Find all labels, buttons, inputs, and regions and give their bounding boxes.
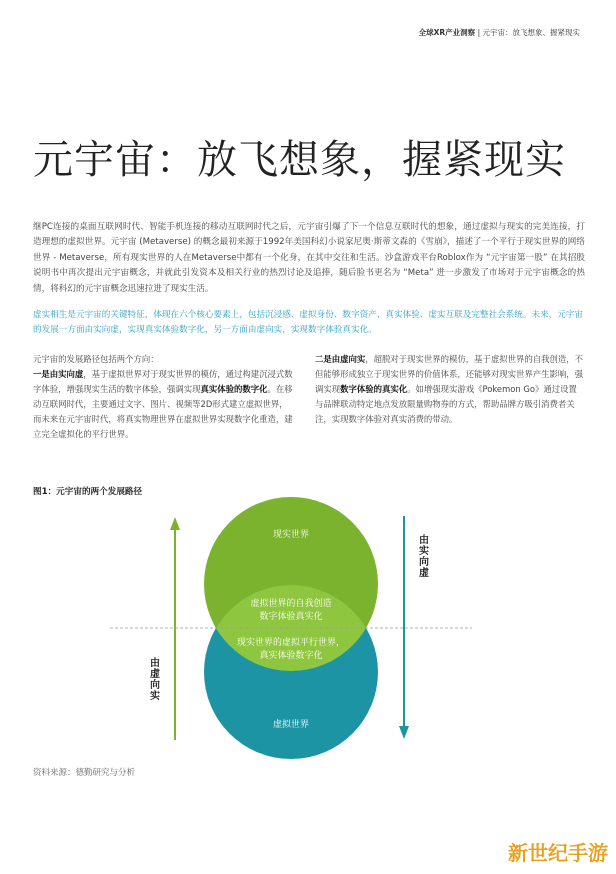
header-brand: 全球XR产业洞察 [418, 28, 476, 37]
overlap-lower-line-1: 现实世界的虚拟平行世界， [236, 638, 346, 648]
highlight-paragraph: 虚实相生是元宇宙的关键特征，体现在六个核心要素上，包括沉浸感、虚拟身份、数字资产、真实体验、虚实互联及完整社会系统。未来，元宇宙的发展一方面由实向虚，实现真实体验数字化，另一方面由虚向实，实现数字体验真实化。 [33, 310, 584, 336]
left-column-intro: 元宇宙的发展路径包括两个方向： [33, 354, 159, 364]
right-text-1: ，超脱对于现实世界的模仿，基于虚拟世界的自我创造，不但能够形成独立于现实世界的价值体系，还能够对现实世界产生影响，强调实现 [315, 354, 583, 394]
source-note: 资料来源：德勤研究与分析 [33, 768, 136, 778]
intro-paragraph: 继PC连接的桌面互联网时代、智能手机连接的移动互联网时代之后，元宇宙引爆了下一个信息互联时代的想象，通过虚拟与现实的完美连接，打造理想的虚拟世界。元宇宙 (Metaverse) 的概念最初来源于1992年美国科幻小说家尼奥·斯蒂文森的《雪崩》，描述了一个平行于现实世界的网络世界 - Metaverse，所有现实世界的人在Metaverse中都有一个化身，在其中交往和生活。沙盒游戏平台Roblox作为 “元宇宙第一股” 在其招股说明书中再次提出元宇宙概念，并就此引发资本及相关行业的热烈讨论及追捧，随后脸书更名为 “Meta” 进一步激发了市场对于元宇宙概念的热情，将科幻的元宇宙概念迅速拉进了现实生活。 [33, 222, 585, 294]
page-title: 元宇宙：放飞想象，握紧现实 [33, 137, 566, 183]
left-text-1: ，基于虚拟世界对于现实世界的模仿，通过构建沉浸式数字体验，增强现实生活的数字体验，强调实现 [33, 369, 293, 394]
left-arrow-label: 由虚向实 [150, 658, 160, 702]
left-text-2: 。在移动互联网时代，主要通过文字、图片、视频等2D形式建立虚拟世界，而未来在元宇宙时代，将真实物理世界在虚拟世界实现数字化重造，建立完全虚拟化的平行世界。 [33, 384, 293, 439]
overlap-lower-line-2: 真实体验数字化 [259, 651, 323, 661]
header-section: 元宇宙：放飞想象、握紧现实 [482, 28, 580, 37]
left-lead-bold: 一是由实向虚 [33, 369, 84, 379]
overlap-upper-line-1: 虚拟世界的自我创造 [250, 599, 332, 609]
right-bold-2: 数字体验的真实化 [340, 384, 408, 394]
top-circle-label: 现实世界 [272, 530, 310, 540]
arrow-up-head [170, 517, 180, 530]
right-text-2: 。如增强现实游戏《Pokemon Go》通过设置与品牌联动特定地点发放限量购物券的方式，帮助品牌方吸引消费者关注，实现数字体验对真实消费的带动。 [315, 384, 577, 424]
watermark-logo: 新世纪手游 [508, 841, 608, 865]
bottom-circle-label: 虚拟世界 [272, 720, 310, 730]
arrow-down-head [399, 726, 409, 739]
header-separator: | [477, 28, 481, 37]
right-lead-bold: 二是由虚向实 [315, 354, 366, 364]
overlap-upper-line-2: 数字体验真实化 [259, 612, 323, 622]
right-arrow-label: 由实向虚 [419, 535, 429, 579]
left-bold-2: 真实体验的数字化 [200, 384, 268, 394]
figure-caption: 图1：元宇宙的两个发展路径 [33, 487, 143, 497]
